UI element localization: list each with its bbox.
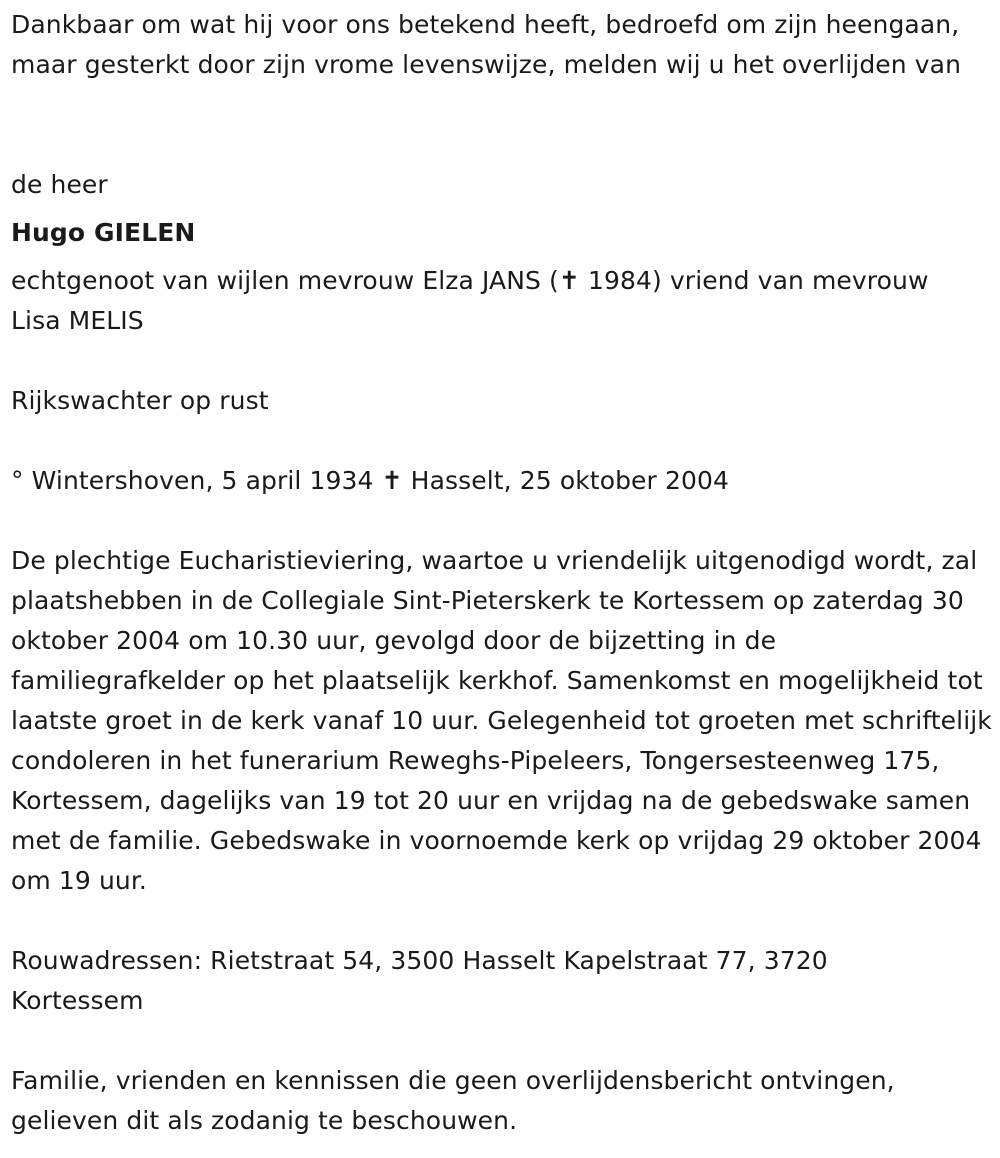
title-prefix: de heer: [11, 170, 108, 199]
deceased-name: Hugo GIELEN: [11, 218, 196, 247]
relations-paragraph: echtgenoot van wijlen mevrouw Elza JANS (✝ 1984) vriend van mevrouw Lisa MELIS: [11, 266, 929, 335]
addresses-paragraph: Rouwadressen: Rietstraat 54, 3500 Hasselt Kapelstraat 77, 3720 Kortessem: [11, 946, 828, 1015]
birth-death-line: ° Wintershoven, 5 april 1934 ✝ Hasselt, 25 oktober 2004: [11, 466, 729, 495]
occupation: Rijkswachter op rust: [11, 386, 269, 415]
intro-paragraph: Dankbaar om wat hij voor ons betekend heeft, bedroefd om zijn heengaan, maar gesterkt door zijn vrome levenswijze, melden wij u het overlijden van: [11, 10, 962, 79]
ceremony-paragraph: De plechtige Eucharistieviering, waartoe u vriendelijk uitgenodigd wordt, zal plaatshebben in de Collegiale Sint-Pieterskerk te Kortessem op zaterdag 30 oktober 2004 om 10.30 uur, gevolgd door de bijzetting in de familiegrafkelder op het plaatselijk kerkhof. Samenkomst en mogelijkheid tot laatste groet in de kerk vanaf 10 uur. Gelegenheid tot groeten met schriftelijk condoleren in het funerarium Reweghs-Pipeleers, Tongersesteenweg 175, Kortessem, dagelijks van 19 tot 20 uur en vrijdag na de gebedswake samen met de familie. Gebedswake in voornoemde kerk op vrijdag 29 oktober 2004 om 19 uur.: [11, 546, 992, 895]
closing-paragraph: Familie, vrienden en kennissen die geen overlijdensbericht ontvingen, gelieven dit als zodanig te beschouwen.: [11, 1066, 895, 1135]
